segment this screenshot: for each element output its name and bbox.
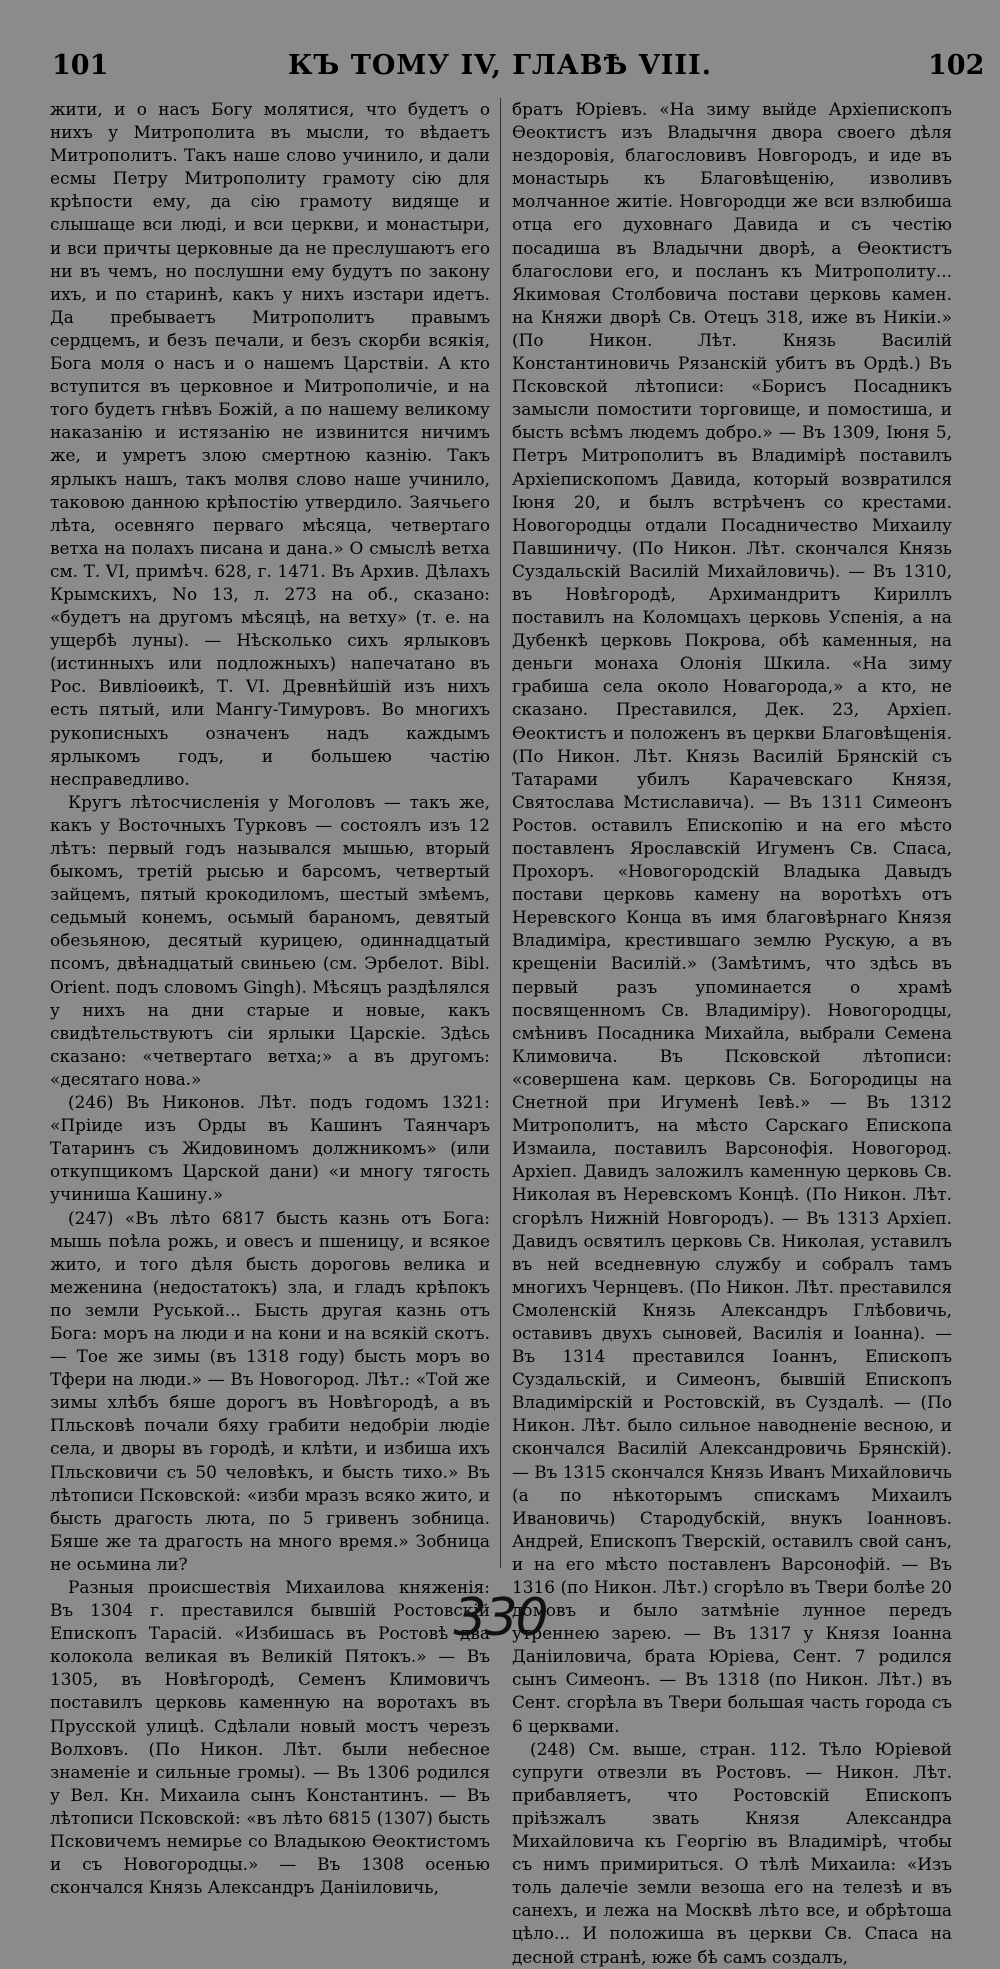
paragraph: братъ Юріевъ. «На зиму выйде Архіепископъ Ѳеоктистъ изъ Владычня двора своего дѣля нездоровія, благословивъ Новгородъ, и иде въ монастырь къ Благовѣщенію, изволивъ молчанное житіе. Новгородци же вси взлюбиша отца его духовнаго Давида и съ честію посадиша въ Владычни дворѣ, а Ѳеоктистъ благослови его, и посланъ къ Митрополиту... Якимовая Столбовича постави церковь камен. на Княжи дворѣ Св. Отецъ 318, иже въ Никіи.» (По Никон. Лѣт. Князь Василій Константиновичь Рязанскій убитъ въ Ордѣ.) Въ Псковской лѣтописи: «Борисъ Посадникъ замысли помостити торговище, и помостиша, и бысть всѣмъ людемъ добро.» — Въ 1309, Іюня 5, Петръ Митрополитъ въ Владимірѣ поставилъ Архіепископомъ Давида, который возвратился Іюня 20, и былъ встрѣченъ со крестами. Новогородцы отдали Посадничество Михаилу Павшиничу. (По Никон. Лѣт. скончался Князь Суздальскій Василій Михайловичь). — Въ 1310, въ Новѣгородѣ, Архимандритъ Кириллъ поставилъ на Коломцахъ церковь Успенія, а на Дубенкѣ церковь Покрова, обѣ каменныя, на деньги монаха Олонія Шкила. «На зиму грабиша села около Новагорода,» а кто, не сказано. Преставился, Дек. 23, Архіеп. Ѳеоктистъ и положенъ въ церкви Благовѣщенія. (По Никон. Лѣт. Князь Василій Брянскій съ Татарами убилъ Карачевскаго Князя, Святослава Мстиславича). — Въ 1311 Симеонъ Ростов. оставилъ Епископію и на его мѣсто поставленъ Ярославскій Игуменъ Св. Спаса, Прохоръ. «Новогородскій Владыка Давыдъ постави церковь камену на воротѣхъ отъ Неревского Конца въ имя благовѣрнаго Князя Владиміра, крестившаго землю Рускую, а въ крещеніи Василій.» (Замѣтимъ, что здѣсь въ первый разъ упоминается о храмѣ посвященномъ Св. Владиміру). Новогородцы, смѣнивъ Посадника Михайла, выбрали Семена Климовича. Въ Псковской лѣтописи: «совершена кам. церковь Св. Богородицы на Снетной при Игуменѣ Іевѣ.» — Въ 1312 Митрополитъ, на мѣсто Сарскаго Епископа Измаила, поставилъ Варсонофія. Новогород. Архіеп. Давидъ заложилъ каменную церковь Св. Николая въ Неревскомъ Концѣ. (По Никон. Лѣт. сгорѣлъ Нижній Новгородъ). — Въ 1313 Архіеп. Давидъ освятилъ церковь Св. Николая, уставилъ въ ней вседневную службу и собралъ тамъ многихъ Чернцевъ. (По Никон. Лѣт. преставился Смоленскій Князь Александръ Глѣбовичь, оставивъ двухъ сыновей, Василія и Іоанна). — Въ 1314 преставился Іоаннъ, Епископъ Суздальскій, и Симеонъ, бывшій Епископъ Владимірскій и Ростовскій, въ Суздалѣ. — (По Никон. Лѣт. было сильное наводненіе весною, и скончался Василій Александровичь Брянскій). — Въ 1315 скончался Князь Иванъ Михайловичь (а по нѣкоторымъ спискамъ Михаилъ Ивановичь) Стародубскій, внукъ Іоанновъ. Андрей, Епископъ Тверскій, оставилъ свой санъ, и на его мѣсто поставленъ Варсонофій. — Въ 1316 (по Никон. Лѣт.) сгорѣло въ Твери болѣе 20 домовъ и было затмѣніе лунное передъ утреннею зарею. — Въ 1317 у Князя Іоанна Даніиловича, брата Юріева, Сент. 7 родился сынъ Симеонъ. — Въ 1318 (по Никон. Лѣт.) въ Сент. сгорѣла въ Твери большая часть города съ 6 церквами. bbox=[512, 99, 952, 1736]
running-title: КЪ ТОМУ IV, ГЛАВѢ VIII. bbox=[288, 50, 712, 81]
paragraph: (248) См. выше, стран. 112. Тѣло Юріевой супруги отвезли въ Ростовъ. — Никон. Лѣт. прибавляетъ, что Ростовскій Епископъ пріѣзжалъ звать Князя Александра Михайловича къ Георгію въ Владимірѣ, чтобы съ нимъ примириться. О тѣлѣ Михаила: «Изъ толь далечіе земли везоша его на телезѣ и въ санехъ, и лежа на Москвѣ лѣто все, и обрѣтоша цѣло... И положиша въ церкви Св. Спаса на десной странѣ, юже бѣ самъ создалъ, bbox=[512, 1738, 952, 1967]
right-column bbox=[512, 98, 952, 1967]
handwritten-sheet-number: 330 bbox=[453, 1588, 547, 1648]
paragraph: (246) Въ Никонов. Лѣт. подъ годомъ 1321: «Пріиде изъ Орды въ Кашинъ Таянчаръ Татаринъ съ Жидовиномъ должникомъ» (или откупщикомъ Царской дани) «и многу тягость учиниша Кашину.» bbox=[50, 1092, 490, 1205]
page-header bbox=[0, 0, 1000, 92]
page-number-right: 102 bbox=[928, 50, 985, 81]
paragraph: Разныя происшествія Михаилова княженія: Въ 1304 г. преставился бывшій Ростовскій Епископъ Тарасій. «Избишась въ Ростовѣ два колокола великая въ Великій Пятокъ.» — Въ 1305, въ Новѣгородѣ, Семенъ Климовичъ поставилъ церковь каменную на воротахъ въ Прусской улицѣ. Сдѣлали новый мостъ черезъ Волховъ. (По Никон. Лѣт. были небесное знаменіе и сильные громы). — Въ 1306 родился у Вел. Кн. Михаила сынъ Константинъ. — Въ лѣтописи Псковской: «въ лѣто 6815 (1307) бысть Псковичемъ немирье со Владыкою Ѳеоктистомъ и съ Новогородцы.» — Въ 1308 осенью скончался Князь Александръ Даніиловичь, bbox=[50, 1577, 490, 1898]
left-column bbox=[50, 98, 490, 1898]
column-divider bbox=[500, 98, 501, 1568]
page-number-left: 101 bbox=[52, 50, 109, 81]
paragraph: (247) «Въ лѣто 6817 бысть казнь отъ Бога: мышь поѣла рожь, и овесъ и пшеницу, и всякое жито, и того дѣля бысть дороговь велика и меженина (недостатокъ) зла, и гладъ крѣпокъ по земли Руськой... Бысть другая казнь отъ Бога: моръ на люди и на кони и на всякій скотъ. — Тое же зимы (въ 1318 году) бысть моръ во Тфери на люди.» — Въ Новогород. Лѣт.: «Той же зимы хлѣбъ бяше дорогъ въ Новѣгородѣ, а въ Пльсковѣ почали бяху грабити недобріи людіе села, и дворы въ городѣ, и клѣти, и избиша ихъ Пльсковичи съ 50 человѣкъ, и бысть тихо.» Въ лѣтописи Псковской: «изби мразъ всяко жито, и бысть драгость люта, по 5 гривенъ зобница. Бяше же та драгость на много время.» Зобница не осьмина ли? bbox=[50, 1207, 490, 1574]
paragraph: жити, и о насъ Богу молятися, что будетъ о нихъ у Митрополита въ мысли, то вѣдаетъ Митрополитъ. Такъ наше слово учинило, и дали есмы Петру Митрополиту грамоту сію для крѣпости ему, да сію грамоту видяще и слышаще вси люді, и вси церкви, и монастыри, и вси причты церковные да не преслушаютъ его ни въ чемъ, но послушни ему будутъ по закону ихъ, и по старинѣ, какъ у нихъ изстари идетъ. Да пребываетъ Митрополитъ правымъ сердцемъ, и безъ печали, и безъ скорби всякія, Бога моля о насъ и о нашемъ Царствіи. А кто вступится въ церковное и Митрополичіе, и на того будетъ гнѣвъ Божій, а по нашему великому наказанію и истязанію не извинится ничимъ же, и умретъ злою смертною казнію. Такъ ярлыкъ нашъ, такъ молвя слово наше учинило, таковою данною крѣпостію утвердило. Заячьего лѣта, осевняго перваго мѣсяца, четвертаго ветха на полахъ писана и дана.» О смыслѣ ветха см. Т. VI, примѣч. 628, г. 1471. Въ Архив. Дѣлахъ Крымскихъ, No 13, л. 273 на об., сказано: «будетъ на другомъ мѣсяцѣ, на ветху» (т. е. на ущербѣ луны). — Нѣсколько сихъ ярлыковъ (истинныхъ или подложныхъ) напечатано въ Рос. Вивліоѳикѣ, Т. VI. Древнѣйшій изъ нихъ есть пятый, или Мангу-Тимуровъ. Во многихъ рукописныхъ означенъ надъ каждымъ ярлыкомъ годъ, и большею частію несправедливо. bbox=[50, 99, 490, 789]
paragraph: Кругъ лѣтосчисленія у Моголовъ — такъ же, какъ у Восточныхъ Турковъ — состоялъ изъ 12 лѣтъ: первый годъ назывался мышью, вторый быкомъ, третій рысью и барсомъ, четвертый зайцемъ, пятый крокодиломъ, шестый змѣемъ, седьмый конемъ, осьмый бараномъ, девятый обезьяною, десятый курицею, одиннадцатый псомъ, двѣнадцатый свиньею (см. Эрбелот. Bibl. Orient. подъ словомъ Gingh). Мѣсяцъ раздѣлялся у нихъ на дни старые и новые, какъ свидѣтельствуютъ сіи ярлыки Царскіе. Здѣсь сказано: «четвертаго ветха;» а въ другомъ: «десятаго нова.» bbox=[50, 791, 490, 1089]
